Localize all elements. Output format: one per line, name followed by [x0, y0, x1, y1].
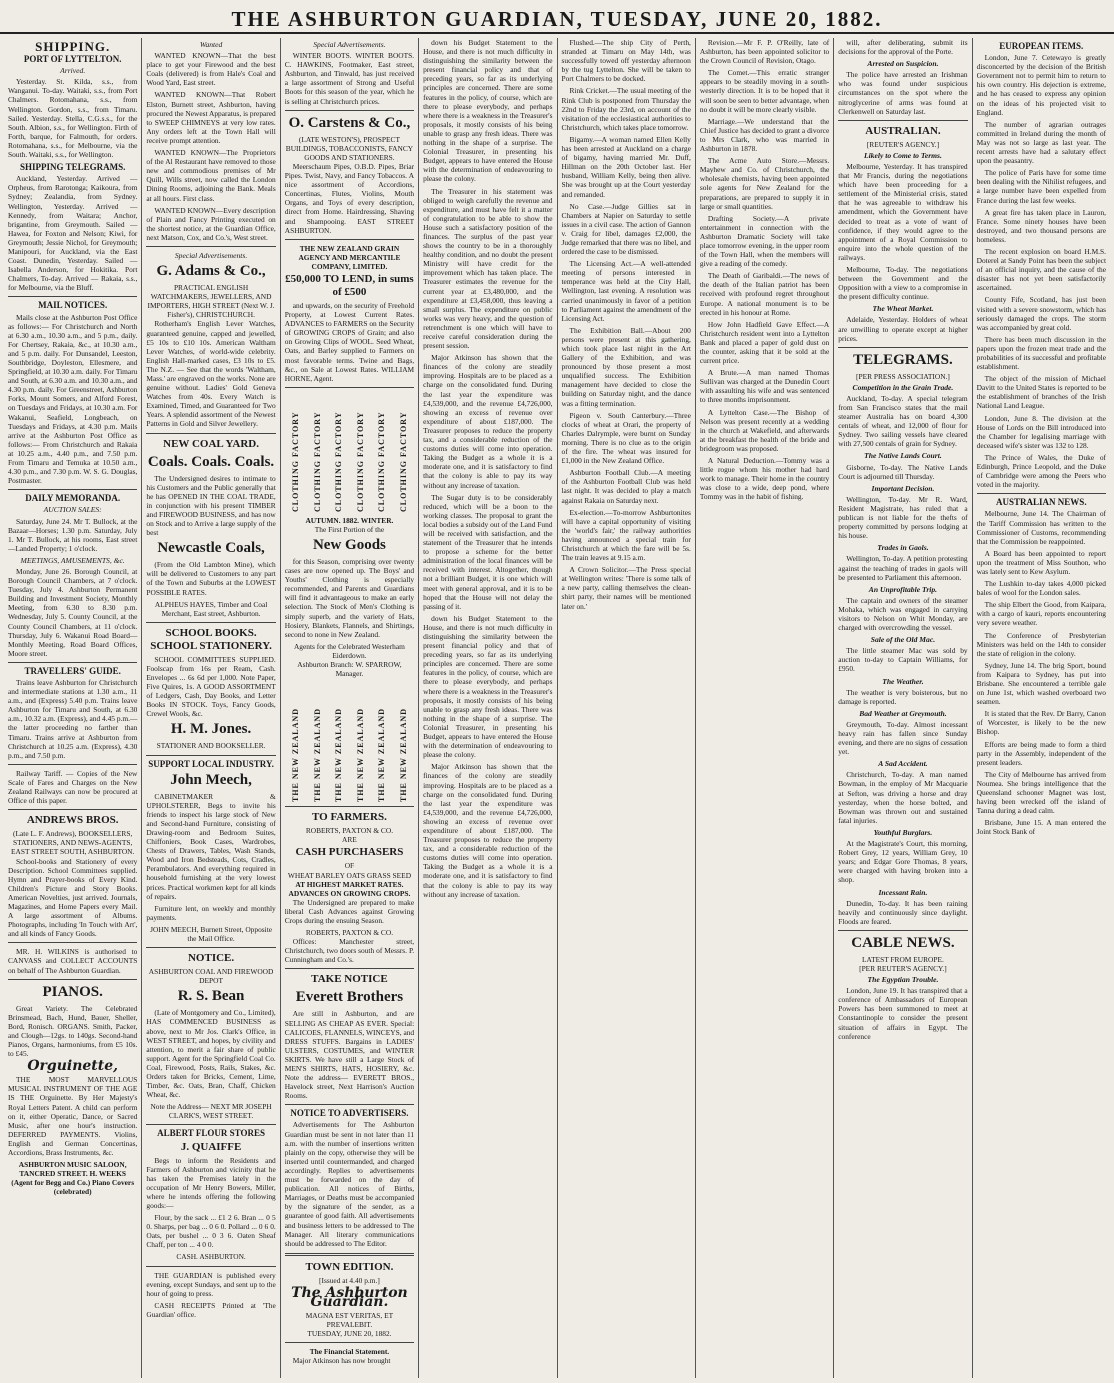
meech-signature: JOHN MEECH, Burnett Street, Opposite the Mail Office. — [150, 924, 273, 944]
guardian-motto: MAGNA EST VERITAS, ET PREVALEBIT. — [305, 1311, 394, 1330]
coals-heading: Coals. Coals. Coals. — [147, 453, 275, 470]
arrest-text: The police have arrested an Irishman who was found under suspicious circumstances on the spot where the nitroglycerine of arms was found at Clerkenwell on Saturday last. — [838, 70, 968, 116]
important-decision-heading: Important Decision. — [871, 483, 935, 493]
news-item: The Comet.—This erratic stranger appears to be steadily moving in a south-westerly direction. It is to be hoped that it will soon be seen to better advantage, when no doubt it will be more clearly visible. — [699, 68, 830, 114]
guardian-note: THE GUARDIAN is published every evening, except Sundays, and sent up to the hour of going to press. — [146, 1270, 276, 1298]
divider — [146, 246, 275, 247]
divider — [8, 489, 137, 490]
news-item: County Fife, Scotland, has just been visited with a severe snowstorm, which has seriously damaged the crops. The storm was accompanied by great cold. — [976, 295, 1106, 332]
news-item: Marriage.—We understand that the Chief Justice has decided to grant a divorce to Mrs Clark, who was married in Ashburton in 1878. — [699, 116, 830, 154]
wanted-ad-4: WANTED KNOWN—Every description of Plain and Fancy Printing executed on the shortest notice, at the Guardian Office, next Matson, Cox, and Co.'s, West street. — [146, 205, 276, 242]
news-item: A Brute.—A man named Thomas Sullivan was charged at the Dunedin Court with assaulting his wife and was sentenced to three months imprisonment. — [699, 368, 830, 405]
divider — [285, 387, 414, 388]
editorial-paragraph: down his Budget Statement to the House, and there is not much difficulty in distinguishing the similarity between the present financial policy and that of preceding years, so far as its underlying principles are concerned. There are some features in the policy, of course, which are there to please everybody, and perhaps where there is a weakness in the Treasurer's proposals, it mostly consists of his being unable to grasp any fresh ideas. There was nothing in the shape of a surprise. The Colonial Treasurer, in presenting his Budget, appears to have entered the House with the determination of endeavouring to please the colony. — [423, 38, 553, 184]
news-item: A great fire has taken place in Lauron, France. Some ninety houses have been destroyed, and two thousand persons are homeless. — [976, 207, 1106, 244]
divider — [146, 1266, 275, 1267]
town-edition-heading: TOWN EDITION. — [305, 1260, 394, 1273]
important-decision-text: Wellington, To-day. Mr R. Ward, Resident Magistrate, has ruled that a publican is not liable for the thefts of property committed by persons lodging at his house. — [838, 494, 968, 541]
trades-heading: Trades in Gaols. — [877, 543, 929, 553]
column-6 — [696, 38, 834, 1378]
egypt-heading: The Egyptian Trouble. — [867, 975, 939, 985]
divider — [285, 1253, 414, 1256]
advances-text: The Undersigned are prepared to make liberal Cash Advances against Growing Crops during the ensuing Season. — [284, 897, 415, 925]
native-lands-text: Gisborne, To-day. The Native Lands Court is adjourned till Thursday. — [838, 462, 968, 481]
divider — [146, 1124, 275, 1125]
news-item: The Lushkin to-day takes 4,000 picked bales of wool for the London sales. — [976, 579, 1106, 598]
rain-text: Dunedin, To-day. It has been raining heavily and continuously since daylight. Floods are feared. — [838, 898, 968, 926]
news-item: Pigeon v. South Canterbury.—Three clocks of wheat at Orari, the property of Charles Dalrymple, were burnt on Sunday morning. There is no clue as to the origin of the fire. The wheat was insured for £1,000 in the New Zealand Office. — [561, 410, 691, 466]
news-item: The object of the mission of Michael Davitt to the United States is reported to be the establishment of branches of the Irish National Land League. — [976, 374, 1106, 411]
divider — [8, 809, 137, 810]
arrivals-text: Yesterday. St. Kilda, s.s., from Wanganui. To-day. Waitaki, s.s., from Port Chalmers. Rotomahana, s.s., from Wellington. Gordon, s.s., from Timaru. Sailed. Yesterday. Stella, C.G.s.s., for the South. Albion, s.s., for Wellington. Firth of Forth, barque, for Falmouth, for orders. Rotomahana, s.s., for Melbourne, via the South. Waitaki, s.s., for Wellington. — [8, 77, 138, 160]
masthead-title: THE ASHBURTON GUARDIAN, TUESDAY, JUNE 20, 1882. — [231, 7, 883, 31]
memoranda-heading: DAILY MEMORANDA. — [25, 493, 121, 504]
news-item: London, June 7. Cetewayo is greatly disconcerted by the decision of the British Government not to permit him to return to his own country. His dejection is extreme, and he has ceased to express any opinion on the ideas of his projected visit to England. — [976, 53, 1106, 117]
likely-text: Melbourne, Yesterday. It has transpired that Mr Francis, during the negotiations which have been proceeding for a settlement of the Ministerial crisis, stated that he was agreeable to withdraw his amendment, which the Government have decided to treat as a vote of want of confidence, if they would agree to the appointment of a Royal Commission to enquire into the whole question of the railways. — [838, 161, 968, 262]
column-8 — [973, 38, 1110, 1378]
special-ads-heading: Special Advertisements. — [174, 250, 248, 260]
new-zealand-text: THE NEW ZEALAND — [355, 708, 365, 803]
quaiffe-text: Begs to inform the Residents and Farmers of Ashburton and vicinity that he has taken the Premises lately in the occupation of Mr Henry Bowers, Miller, where he intends offering the following goods:— — [146, 1155, 276, 1210]
meetings-heading: MEETINGS, AMUSEMENTS, &c. — [20, 555, 125, 565]
news-item: Sydney, June 14. The brig Sport, bound from Kaipara to Sydney, has put into Brisbane. She encountered a terrible gale on June 1st, which washed overboard two seamen. — [976, 660, 1106, 707]
carstens-heading: O. Carstens & Co., — [288, 114, 411, 131]
news-item: The police of Paris have for some time been dealing with the Nihilist refugees, and a large number have been expelled from France during the last few weeks. — [976, 168, 1106, 205]
mail-notices-heading: MAIL NOTICES. — [38, 300, 108, 311]
column-5 — [558, 38, 696, 1378]
newcastle-heading: Newcastle Coals, — [157, 540, 265, 557]
divider — [838, 347, 967, 348]
cash-receipts-note: CASH RECEIPTS Printed at 'The Guardian' office. — [146, 1300, 276, 1319]
travellers-guide-text: Trains leave Ashburton for Christchurch and intermediate stations at 1.30 a.m., 11 a.m., and (Express) 5.40 p.m. Trains leave Ashburton for Timaru and South, at 6.30 a.m., 10.32 a.m. (Express), and 4.45 p.m.—the latter proceeding no farther than Timaru. Trains arrive at Ashburton from Christchurch at 10.25 a.m. (Express), 4.30 p.m., and 7.50 p.m. — [8, 678, 138, 760]
news-item: Revision.—Mr F. P. O'Reilly, late of Ashburton, has been appointed solicitor to the Crown Council of Revision, Otago. — [699, 38, 830, 66]
cable-agency: [PER REUTER'S AGENCY.] — [859, 963, 947, 973]
divider — [285, 1342, 414, 1343]
trades-text: Wellington, To-day. A petition protesting against the teaching of trades in gaols will be presented to Parliament this afternoon. — [838, 554, 968, 582]
column-1 — [4, 38, 142, 1378]
likely-heading: Likely to Come to Terms. — [863, 150, 942, 160]
editorial-paragraph: Major Atkinson has shown that the finances of the colony are steadily improving. Hospitals are to be placed as a charge on the consolidated fund. During the last year the expenditure was £4,539,000, and the revenue £4,726,000, showing an excess of revenue over expenditure of about £187,000. The Treasurer proposes to reduce the property tax, and a considerable reduction of the customs duties will come into operation. Taking the Budget as a whole it is a moderate one, and it is satisfactory to find that the colony is able to pay its way without any increase of taxation. — [423, 353, 553, 490]
news-item: The ship Elbert the Good, from Kaipara, with a cargo of kauri, reports encountering very severe weather. — [976, 600, 1106, 628]
new-zealand-banner — [285, 682, 414, 802]
issue-date: TUESDAY, JUNE 20, 1882. — [307, 1329, 392, 1339]
music-saloon: ASHBURTON MUSIC SALOON, TANCRED STREET. H. WEEKS (Agent for Begg and Co.) Piano Covers (celebrated) — [11, 1160, 135, 1197]
australian-agency: [REUTER'S AGENCY.] — [866, 139, 940, 149]
quaiffe-name: J. QUAIFFE — [180, 1140, 242, 1153]
news-item: The Acme Auto Store.—Messrs. Mayhew and Co. of Christchurch, the wholesale chemists, having been appointed sole agents for New Zealand for the preparations, are prepared to supply it in large or small quantities. — [699, 156, 830, 211]
new-zealand-text: THE NEW ZEALAND — [334, 708, 344, 803]
new-zealand-text: THE NEW ZEALAND — [377, 708, 387, 803]
school-text: SCHOOL COMMITTEES SUPPLIED. Foolscap from 16s per Ream, Cash. Envelopes ... 6s 6d per 1,000. Note Paper, Five Quires, 1s. A GOOD ASSORTMENT of Ledgers, Cash, Day Books, and Letter Books IN STOCK. Toys, Fancy Goods, Crewel Wools, &c. — [146, 654, 276, 719]
cash-purchasers: CASH PURCHASERS — [295, 846, 404, 859]
new-goods-heading: New Goods — [312, 537, 386, 553]
mail-notices-text: Mails close at the Ashburton Post Office as follows:— For Christchurch and North at 6.30 a.m., 10.30 a.m., and 5 p.m., daily. For Chertsey, Rakaia, &c., at 10.30 a.m., and 5 p.m. daily. For Dunsandel, Leeston, Southbridge, Doyleston, Ellesmere, and Springfield, at 10.30 a.m. daily. For Timaru and South, at 6.30 a.m. and 10.30 a.m., and 4.30 p.m. daily. For Greenstreet, Ashburton Forks, Mount Somers, and Alford Forest, on Tuesdays and Fridays, at 10.30 a.m. For Wakanui, Seafield, Longbeach, on Tuesdays and Fridays, at 4.30 p.m. Mails arrive at the Ashburton Post Office as follows:— From Christchurch and Rakaia at 10.25 a.m., 4.40 p.m., and 7.50 p.m. From Timaru and Temuka at 10.50 a.m., 4.30 p.m., and 7.30 p.m. W. S. G. Douglas, Postmaster. — [8, 312, 138, 486]
auction-heading: AUCTION SALES: — [43, 505, 102, 515]
editorial-paragraph: Major Atkinson has shown that the finances of the colony are steadily improving. Hospitals are to be placed as a charge on the consolidated fund. During the last year the expenditure was £4,539,000, and the revenue £4,726,000, showing an excess of revenue over expenditure of about £187,000. The Treasurer proposes to reduce the property tax, and a considerable reduction of the customs duties will come into operation. Taking the Budget as a whole it is a moderate one, and it is satisfactory to find that the colony is able to pay its way without any increase of taxation. — [423, 762, 553, 899]
railway-tariff-notice: Railway Tariff. — Copies of the New Scale of Fares and Charges on the New Zealand Railways can now be procured at Office of this paper. — [8, 768, 138, 806]
special-ads-heading-2: Special Advertisements. — [313, 40, 386, 49]
news-item: The Exhibition Ball.—About 200 persons were present at this gathering, which took place last night in the Art Gallery of the Exhibition, and was pronounced by those present a most unqualified success. The Exhibition management have decided to close the building on Saturday night, and the dance was a fitting termination. — [561, 325, 691, 408]
andrews-text: School-books and Stationery of every Description. School Committees supplied. Hymn and Prayer-books of Every Kind. Children's Picture and Story Books. American Novelties, just arrived. Journals, Magazines, and Home Papers every Mail. A large assortment of Albums. Photographs, including 'In Touch with Art', and all kinds of Fancy Goods. — [8, 856, 138, 939]
news-item: London, June 8. The division at the House of Lords on the Bill introduced into the Chamber for legalising marriage with deceased wife's sister was 132 to 128. — [976, 413, 1106, 450]
new-zealand-text: THE NEW ZEALAND — [312, 708, 322, 803]
wanted-heading: Wanted — [199, 40, 223, 49]
divider — [838, 120, 967, 121]
meetings-text: Monday, June 26. Borough Council, at Borough Council Chambers, at 7 o'clock. Tuesday, July 4. Ashburton Permanent Building and Investment Society, Monthly Meeting, from 6.30 to 8.30 p.m. Wednesday, July 5. County Council, at the County Council Chambers, at 11 o'clock. Thursday, July 6. Wakanui Road Board—Monthly Meeting, Road Board Offices, Moore street. — [8, 566, 138, 658]
masthead — [0, 0, 1114, 34]
hayes-signature: ALPHEUS HAYES, Timber and Coal Merchant, East street, Ashburton. — [154, 599, 268, 618]
bean-subheading: ASHBURTON COAL AND FIREWOOD DEPOT — [148, 967, 274, 986]
advances-heading: ADVANCES ON GROWING CROPS. — [288, 888, 411, 898]
column-3 — [281, 38, 419, 1378]
european-items-heading: EUROPEAN ITEMS. — [999, 41, 1084, 51]
jones-subheading: STATIONER AND BOOKSELLER. — [156, 741, 266, 751]
school-heading: SCHOOL BOOKS. SCHOOL STATIONERY. — [150, 626, 272, 652]
bean-address: Note the Address— NEXT MR JOSEPH CLARK'S, WEST STREET. — [150, 1102, 272, 1121]
weather-heading: The Weather. — [882, 676, 924, 686]
new-goods-text: for this Season, comprising over twenty cases are now opened up. The Boys' and Youths' Clothing is especially recommended, and Parents and Guardians will find it advantageous to make an early selection. The Stock of Men's Clothing is simply superb, and the variety of Hats, Hosiery, Blankets, Flannels, and Shirtings, second to none in New Zealand. — [284, 557, 415, 639]
melbourne-text: Melbourne, To-day. The negotiations between the Government and the Opposition with a view to a compromise in the present difficulty continue. — [838, 264, 968, 302]
financial-statement-text: Major Atkinson has now brought — [292, 1356, 391, 1366]
columns — [4, 38, 1110, 1378]
coal-yard-heading: NEW COAL YARD. — [163, 437, 259, 450]
adams-heading: G. Adams & Co., — [156, 263, 266, 280]
bad-weather-heading: Bad Weather at Greymouth. — [859, 708, 947, 718]
eiderdown-agents: Agents for the Celebrated Westerham Eiderdown. — [293, 641, 405, 660]
shipping-telegrams-text: Auckland, Yesterday. Arrived — Orpheus, from Rarotonga; Kaikoura, from Sydney; Zealandia, from Sydney. Wellington, Yesterday. Arrived — Kennedy, from Waitara; Anchor, brigantine, from Greymouth. Sailed — Hawea, for Foxton and Nelson; Kiwi, for Greymouth; Jessie Nichol, for Greymouth; Manipouri, for Auckland, via the East Coast. Dunedin, Yesterday. Sailed — Isabella Anderson, for Hokitika. Port Chalmers, To-day. Arrived — Rakaia, s.s., for Melbourne, via the Bluff. — [8, 174, 138, 293]
adams-subheading: PRACTICAL ENGLISH WATCHMAKERS, JEWELLERS, AND IMPORTERS, HIGH STREET (Next W. J. Fisher's), CHRISTCHURCH. — [147, 283, 275, 320]
divider — [285, 1104, 414, 1105]
divider — [8, 662, 137, 663]
auction-text: Saturday, June 24. Mr T. Bullock, at the Bazaar—Horses; 1.30 p.m. Saturday, July 1. Mr T. Bullock, at his rooms, East street—Landed Property; 1 o'clock. — [8, 516, 138, 553]
shipping-heading: SHIPPING. — [35, 39, 111, 54]
news-item: Ashburton Football Club.—A meeting of the Ashburton Football Club was held last night. It was decided to play a match against Rakaia on Saturday next. — [561, 468, 691, 505]
news-item: Efforts are being made to form a third party in the Assembly, independent of the present leaders. — [976, 739, 1106, 767]
column-2 — [142, 38, 280, 1378]
divider — [146, 755, 275, 756]
take-notice-heading: TAKE NOTICE — [311, 973, 388, 986]
albert-heading: ALBERT FLOUR STORES — [157, 1128, 265, 1139]
grain-competition-heading: Competition in the Grain Trade. — [852, 382, 954, 392]
notice-heading: NOTICE. — [187, 952, 235, 965]
clothing-factory-text: CLOTHING FACTORY — [312, 411, 322, 512]
divider — [146, 947, 275, 948]
unprofitable-heading: An Unprofitable Trip. — [868, 584, 938, 594]
roberts-paxton-2: ROBERTS, PAXTON & CO. — [305, 928, 394, 938]
autumn-winter: AUTUMN. 1882. WINTER. — [305, 515, 394, 525]
goods-intro: The First Portion of the — [314, 524, 385, 534]
sale-text: The little steamer Mac was sold by auction to-day to Captain Williams, for £950. — [838, 646, 968, 674]
jones-heading: H. M. Jones. — [170, 721, 252, 738]
meech-name: John Meech, — [170, 771, 252, 788]
accident-heading: A Sad Accident. — [878, 759, 928, 769]
divider — [285, 968, 414, 969]
burglars-text: At the Magistrate's Court, this morning, Robert Grey, 12 years, William Grey, 10 years; and Edgar Gore Thomas, 8 years, were charged with having broken into a shop. — [838, 839, 968, 885]
cable-news-heading: CABLE NEWS. — [851, 934, 955, 951]
editorial-paragraph: down his Budget Statement to the House, and there is not much difficulty in distinguishing the similarity between the present financial policy and that of preceding years, so far as its underlying principles are concerned. There are some features in the policy, of course, which are there to please everybody, and perhaps where there is a weakness in the Treasurer's proposals, it mostly consists of his being unable to grasp any fresh ideas. There was nothing in the shape of a surprise. The Colonial Treasurer, in presenting his Budget, appears to have entered the House with the determination of endeavouring to please the colony. — [423, 613, 553, 760]
arrest-heading: Arrested on Suspicion. — [867, 59, 939, 69]
accident-text: Christchurch, To-day. A man named Bowman, in the employ of Mr Macquarie at Sefton, was driving a horse and dray yesterday, when the horse bolted, and Bowman was thrown out and sustained fatal injuries. — [838, 770, 968, 825]
clothing-factory-text: CLOTHING FACTORY — [355, 411, 365, 512]
shipping-telegrams-heading: SHIPPING TELEGRAMS. — [20, 162, 126, 173]
news-item: The Prince of Wales, the Duke of Edinburgh, Prince Leopold, and the Duke of Cambridge were among the Peers who voted in the majority. — [976, 452, 1106, 490]
divider — [977, 493, 1106, 494]
native-lands-heading: The Native Lands Court. — [864, 451, 942, 461]
wheat-heading: The Wheat Market. — [872, 304, 934, 314]
sale-heading: Sale of the Old Mac. — [870, 635, 936, 645]
to-farmers-heading: TO FARMERS. — [312, 811, 387, 824]
pianos-heading: PIANOS. — [42, 983, 103, 1000]
egypt-text: London, June 19. It has transpired that a conference of Ambassadors of European Powers has been summoned to meet at Constantinople to consider the present situation of affairs in Egypt. The conference — [838, 986, 968, 1041]
orguinette-heading: Orguinette, — [27, 1058, 119, 1075]
news-item: Brisbane, June 15. A man entered the Joint Stock Bank of — [976, 818, 1106, 837]
cash-ashburton: CASH. ASHBURTON. — [176, 1252, 246, 1262]
wanted-ad-2: WANTED KNOWN—That Robert Elston, Burnett street, Ashburton, having procured the Newest Apparatus, is prepared to SWEEP CHIMNEYS at very low rates. Any orders left at the Town Hall will receive prompt attention. — [146, 90, 276, 145]
news-item: There has been much discussion in the papers upon the frozen meat trade and the probabilities of its successful and profitable establishment. — [976, 334, 1106, 372]
burglars-heading: Youthful Burglars. — [873, 827, 933, 837]
rain-heading: Incessant Rain. — [878, 887, 928, 897]
everett-text: Are still in Ashburton, and are SELLING AS CHEAP AS EVER. Special: CALICOES, FLANNELS, WINCEYS, and DRESS STUFFS. Bargains in LADIES' ULSTERS, COSTUMES, and WINTER SKIRTS. We have still a Large Stock of MEN'S SHIRTS, HATS, HOSIERY, &c. Note the address— EVERETT BROS., Havelock street, Next Harrison's Auction Rooms. — [284, 1009, 415, 1101]
newcastle-text: (From the Old Lambton Mine), which will be delivered to Customers to any part of the Town and Suburbs at the LOWEST POSSIBLE RATES. — [146, 560, 276, 597]
australian-news-heading: AUSTRALIAN NEWS. — [996, 497, 1087, 508]
winter-boots-ad: WINTER BOOTS. WINTER BOOTS. C. HAWKINS, Footmaker, East street, Ashburton, and Tinwald, has just received a large assortment of Strong and Useful Boots for this season of the year, which he is selling at Christchurch prices. — [284, 51, 415, 106]
divider — [8, 979, 137, 980]
coal-text: The Undersigned desires to intimate to his Customers and the Public generally that he has OPENED IN THE COAL TRADE, in conjunction with his present TIMBER and FIREWOOD BUSINESS, and has now on Stock and to Arrive a large supply of the best — [146, 473, 276, 538]
arrived-heading: Arrived. — [60, 66, 86, 76]
clothing-factory-text: CLOTHING FACTORY — [334, 411, 344, 512]
news-item: A Natural Deduction.—Tommy was a little rogue whom his mother had hard work to manage. Their home in the country was close to a wide, deep pond, where Tommy was in the habit of fishing. — [699, 456, 830, 502]
offices-text: Offices: Manchester street, Christchurch, two doors south of Messrs. P. Cunningham and Co.'s. — [284, 937, 415, 965]
meech-heading: SUPPORT LOCAL INDUSTRY. — [148, 758, 274, 769]
new-zealand-text: THE NEW ZEALAND — [290, 708, 300, 803]
bean-name: R. S. Bean — [177, 988, 245, 1005]
news-item: The number of agrarian outrages committed in Ireland during the month of May was not so large as last year. The recent arrests have had a salutary effect upon the peasantry. — [976, 119, 1106, 166]
everett-heading: Everett Brothers — [295, 989, 404, 1006]
divider — [146, 433, 275, 434]
news-item: The City of Melbourne has arrived from Noumea. She brings intelligence that the Queensland schooner Magnet was lost, having been wrecked off the island of Tanna during a dead calm. — [976, 769, 1106, 816]
divider — [838, 930, 967, 931]
wilkins-notice: MR. H. WILKINS is authorised to CANVASS and COLLECT ACCOUNTS on behalf of The Ashburton Guardian. — [8, 947, 138, 975]
meech-text: CABINETMAKER & UPHOLSTERER, Begs to invite his friends to inspect his large stock of New and Second-hand Furniture, consisting of Drawing-room and Bedroom Suites, Chiffoniers, Book Cases, Wardrobes, Chests of Drawers, Tables, Wash Stands, Wood and Iron Bedsteads, Cots, Cradles, Perambulators. And everything required in household furnishing at the very lowest prices. Practical workmen kept for all kinds of repairs. — [146, 791, 276, 901]
clothing-factory-banner — [285, 392, 414, 512]
of-word: OF — [344, 861, 355, 871]
wheat-text: Adelaide, Yesterday. Holders of wheat are unwilling to operate except at higher prices. — [838, 315, 968, 343]
news-item: A Lyttelton Case.—The Bishop of Nelson was present recently at a wedding in the church at Wakefield, and afterwards at the breakfast the health of the bride and bridegroom was proposed. — [699, 407, 830, 453]
news-item: The Death of Garibaldi.—The news of the death of the Italian patriot has been received with profound regret throughout Europe. A national monument is to be erected in his honour at Rome. — [699, 271, 830, 317]
news-item: The recent explosion on board H.M.S. Doterel at Sandy Point has been the subject of an official inquiry, and the cause of the disaster has not yet been satisfactorily ascertained. — [976, 246, 1106, 293]
notice-advertisers-text: Advertisements for The Ashburton Guardian must be sent in not later than 11 a.m. with the number of insertions written plainly on the copy, otherwise they will be inserted until countermanded, and charged accordingly. Replies to advertisements must be forwarded on the day of publication. All notices of Births, Marriages, or Deaths must be accompanied by the signature of the sender, as a guarantee of good faith. All advertisements and business letters to be addressed to The Manager. All literary communications should be addressed to The Editor. — [284, 1120, 415, 1248]
clothing-factory-text: CLOTHING FACTORY — [377, 411, 387, 512]
divider — [285, 806, 414, 807]
carstens-subheading: (LATE WESTON'S), PROSPECT BUILDINGS, TOBACCONISTS, FANCY GOODS AND STATIONERS. — [285, 134, 414, 162]
wanted-ad-3: WANTED KNOWN—The Proprietors of the Al Restaurant have removed to those new and commodious premises of Mr Quill, Wills street, now called the London Dining Rooms, adjoining the Bank. Meals at all hours. First class. — [146, 148, 276, 203]
andrews-subheading: (Late L. F. Andrews), BOOKSELLERS, STATIONERS, AND NEWS-AGENTS, EAST STREET SOUTH, ASHBURTON. — [11, 829, 135, 857]
divider — [8, 942, 137, 943]
news-item: A Board has been appointed to report upon the treatment of Miss Southon, who was lately sent to Kew Asylum. — [976, 548, 1106, 576]
pianos-text: Great Variety. The Celebrated Brinsmead, Bach, Hund, Bauer, Sheller, Bord, Ronisch. ORGANS. Smith, Packer, and Clough—12gs. to 140gs. Second-hand Pianos, Organs, harmoniums, from £5 10s. to £45. — [8, 1003, 138, 1059]
news-item: Rink Cricket.—The usual meeting of the Rink Club is postponed from Thursday the 22nd to Friday the 23rd, on account of the visitation of the ecclesiastical authorities to Christchurch, which takes place tomorrow. — [561, 86, 691, 132]
column-7 — [834, 38, 972, 1378]
nz-grain-heading: THE NEW ZEALAND GRAIN AGENCY AND MERCANTILE COMPANY, LIMITED. — [298, 243, 401, 271]
notice-advertisers-heading: NOTICE TO ADVERTISERS. — [290, 1108, 409, 1119]
divider — [146, 622, 275, 623]
news-item: A Crown Solicitor.—The Press special at Wellington writes: 'There is some talk of a new party, calling themselves the clean-shirt party, their names will be mentioned later on.' — [561, 565, 691, 611]
news-item: Ex-election.—To-morrow Ashburtonites will have a capital opportunity of visiting the 'world's fair,' the railway authorities having announced a special train for Christchurch at which the fare will be 5s. The train leaves at 9.15 a.m. — [561, 507, 691, 563]
orguinette-text: THE MOST MARVELLOUS MUSICAL INSTRUMENT OF THE AGE IS THE Orguinette. By Her Majesty's Royal Letters Patent. A child can perform on it, either Operatic, Dance, or Sacred Music, after one hour's instruction. DEFERRED PAYMENTS. Violins, English and German Concertinas, Accordions, Brass Instruments, &c. — [8, 1075, 138, 1158]
news-item: How John Hadfield Gave Effect.—A Christchurch resident went into a Lyttelton Bank and placed a paper of gold dust on the counter, asking that it be sold at the current price. — [699, 319, 830, 366]
news-item: No Case.—Judge Gillies sat in Chambers at Napier on Saturday to settle issues in a civil case. The action of Gannon v. Craig for libel, damages £2,000, the Judge remarked that there was no libel, and ordered the case to be dismissed. — [561, 201, 691, 257]
divider — [285, 239, 414, 240]
bean-text: (Late of Montgomery and Co., Limited), HAS COMMENCED BUSINESS as above, next to Mr Jos. Clark's Office, in WEST STREET, and hopes, by civility and attention, to merit a fair share of public support. Agent for the Springfield Coal Co. Coal, Firewood, Posts, Rails, Stakes, &c. Orders taken for Bricks, Cement, Lime, Timber, &c. Oats, Bran, Chaff, Chicken Wheat, &c. — [146, 1008, 276, 1100]
loan-heading: £50,000 TO LEND, in sums of £500 — [285, 272, 414, 298]
meech-note: Furniture lent, on weekly and monthly payments. — [146, 903, 276, 922]
are-word: ARE — [342, 835, 357, 845]
financial-statement-heading: The Financial Statement. — [309, 1347, 390, 1357]
new-zealand-text: THE NEW ZEALAND — [398, 708, 408, 803]
news-item: Flushed.—The ship City of Perth, stranded at Timaru on May 14th, was successfully towed off yesterday afternoon by the tug Lyttelton. She will be taken to Port Chalmers to be docked. — [561, 38, 691, 84]
flour-prices: Flour, by the sack ... £1 2 6. Bran ... 0 5 0. Sharps, per bag ... 0 6 0. Pollard ... 0 6 0. Oats, per bushel ... 0 3 6. Oaten Sheaf Chaff, per ton ... 4 0 0. — [146, 1213, 276, 1250]
column-4 — [419, 38, 557, 1378]
bad-weather-text: Greymouth, To-day. Almost incessant heavy rain has fallen since Sunday evening, and there are no signs of cessation yet. — [838, 719, 968, 757]
roberts-paxton: ROBERTS, PAXTON & CO. — [305, 826, 394, 836]
telegrams-agency: [PER PRESS ASSOCIATION.] — [856, 371, 950, 381]
news-item: The Licensing Act.—A well-attended meeting of persons interested in temperance was held at the City Hall, Wellington, last evening. A resolution was carried unanimously in favor of a petition to Parliament against the amendment of the Licensing Act. — [561, 259, 691, 323]
grain-list: WHEAT BARLEY OATS GRASS SEED — [287, 870, 412, 880]
cable-news-sub: LATEST FROM EUROPE. — [862, 954, 944, 964]
news-item: Drafting Society.—A private entertainment in connection with the Ashburton Dramatic Society will take place tomorrow evening, in the upper room of the Town Hall, when the members will give a reading of the comedy. — [699, 213, 830, 269]
divider — [8, 296, 137, 297]
telegrams-heading: TELEGRAMS. — [853, 351, 953, 368]
port-heading: PORT OF LYTTELTON. — [23, 54, 122, 65]
branch-manager: Ashburton Branch: W. SPARROW, Manager. — [297, 660, 402, 679]
wanted-ad-1: WANTED KNOWN—That the best place to get your Firewood and the best Coals (delivered) is from Hale's Coal and Wood Yard, East street. — [146, 51, 276, 88]
news-item: will, after deliberating, submit its decisions for the approval of the Porte. — [838, 38, 968, 57]
editorial-paragraph: The Sugar duty is to be considerably reduced, which will be a boon to the working classes. The proposal to grant the local bodies a subsidy out of the Land Fund will be received with satisfaction, and the statement of the Treasurer that he intends to propose a scheme for the better administration of the local finances will be received with interest. Altogether, though not a brilliant Budget, it is one which will meet with general approval, and it is to be hoped that the House will not delay the passing of it. — [423, 492, 553, 611]
carstens-text: Meerschaum Pipes, O.B.D. Pipes, Briar Pipes. Twist, Navy, and Fancy Tobaccos. A nice assortment of Accordions, Concertinas, Flutes, Violins, Mouth Organs, and Toys of every description, direct from Home. Hairdressing, Shaving and Shampooing. EAST STREET ASHBURTON. — [284, 161, 415, 235]
clothing-factory-text: CLOTHING FACTORY — [290, 411, 300, 512]
andrews-heading: ANDREWS BROS. — [26, 814, 119, 827]
editorial-paragraph: The Treasurer in his statement was obliged to weigh carefully the revenue and expenditure, and must have felt it a matter of congratulation to be able to show the House such a satisfactory position of the finances. The surplus of the past year shows the country to be in a thoroughly healthy condition, and no doubt the present Ministry will have credit for the improvement which has taken place. The Treasurer estimates the revenue for the current year at £3,480,000, and the expenditure at £3,458,000, thus leaving a small surplus. The expenditure on public works was very heavy, and the question of retrenchment is one which will have to receive careful consideration during the present session. — [423, 186, 553, 351]
clothing-factory-text: CLOTHING FACTORY — [398, 411, 408, 512]
adams-text: Rotherham's English Lever Watches, guaranteed genuine, capped and jewelled, £5 10s to £10 10s. American Waltham Lever Watches, of world-wide celebrity. English Hall-marked cases, £3 10s to £5. The N.Z. — See that the words 'Waltham, Mass.' are engraved on the works. None are genuine without. Ladies' Gold Geneva Watches from 40s. Every Watch is Examined, Timed, and Guaranteed for Two Years. A splendid assortment of the Newest Patterns in Gold and Silver Jewellery. — [146, 319, 276, 429]
guardian-title: The Ashburton Guardian. — [291, 1284, 408, 1310]
loan-text: and upwards, on the security of Freehold Property, at Lowest Current Rates. ADVANCES to FARMERS on the Security of GROWING CROPS of Grain; and also on Growing Clips of WOOL. Seed Wheat, Oats, and Barley supplied to Farmers on most favorable terms. Twine and Bags, &c., on Sale at Lowest Rates. WILLIAM HORNE, Agent. — [284, 300, 415, 383]
unprofitable-text: The captain and owners of the steamer Mohaka, which was engaged in carrying visitors to Nelson on Whit Monday, are charged with overcrowding the vessel. — [838, 595, 968, 633]
market-rates: AT HIGHEST MARKET RATES. — [295, 879, 404, 889]
news-item: Melbourne, June 14. The Chairman of the Tariff Commission has written to the Commissioner of Customs, recommending that the Commission be reappointed. — [976, 509, 1106, 546]
news-item: Bigamy.—A woman named Ellen Kelly has been arrested at Auckland on a charge of bigamy, having married Mr. Duff, Hillman on the 20th October last. Her husband, William Kelly, being then alive. She was brought up at the Court yesterday and remanded. — [561, 134, 691, 199]
town-edition-issued: [Issued at 4.40 p.m.] — [319, 1275, 380, 1285]
grain-competition-text: Auckland, To-day. A special telegram from San Francisco states that the mail steamer Australia has on board 4,300 centals of wheat, and 12,000 of flour for Sydney. Two sailing vessels have cleared with 27,500 centals of grain for Sydney. — [838, 393, 968, 449]
australian-heading: AUSTRALIAN. — [865, 124, 941, 137]
weather-text: The weather is very boisterous, but no damage is reported. — [838, 687, 968, 706]
news-item: The Conference of Presbyterian Ministers was held on the 14th to consider the state of religion in the colony. — [976, 630, 1106, 658]
news-item: It is stated that the Rev. Dr Barry, Canon of Worcester, is likely to be the new Bishop. — [976, 709, 1106, 737]
divider — [8, 764, 137, 765]
divider — [285, 110, 414, 111]
travellers-guide-heading: TRAVELLERS' GUIDE. — [24, 665, 121, 676]
